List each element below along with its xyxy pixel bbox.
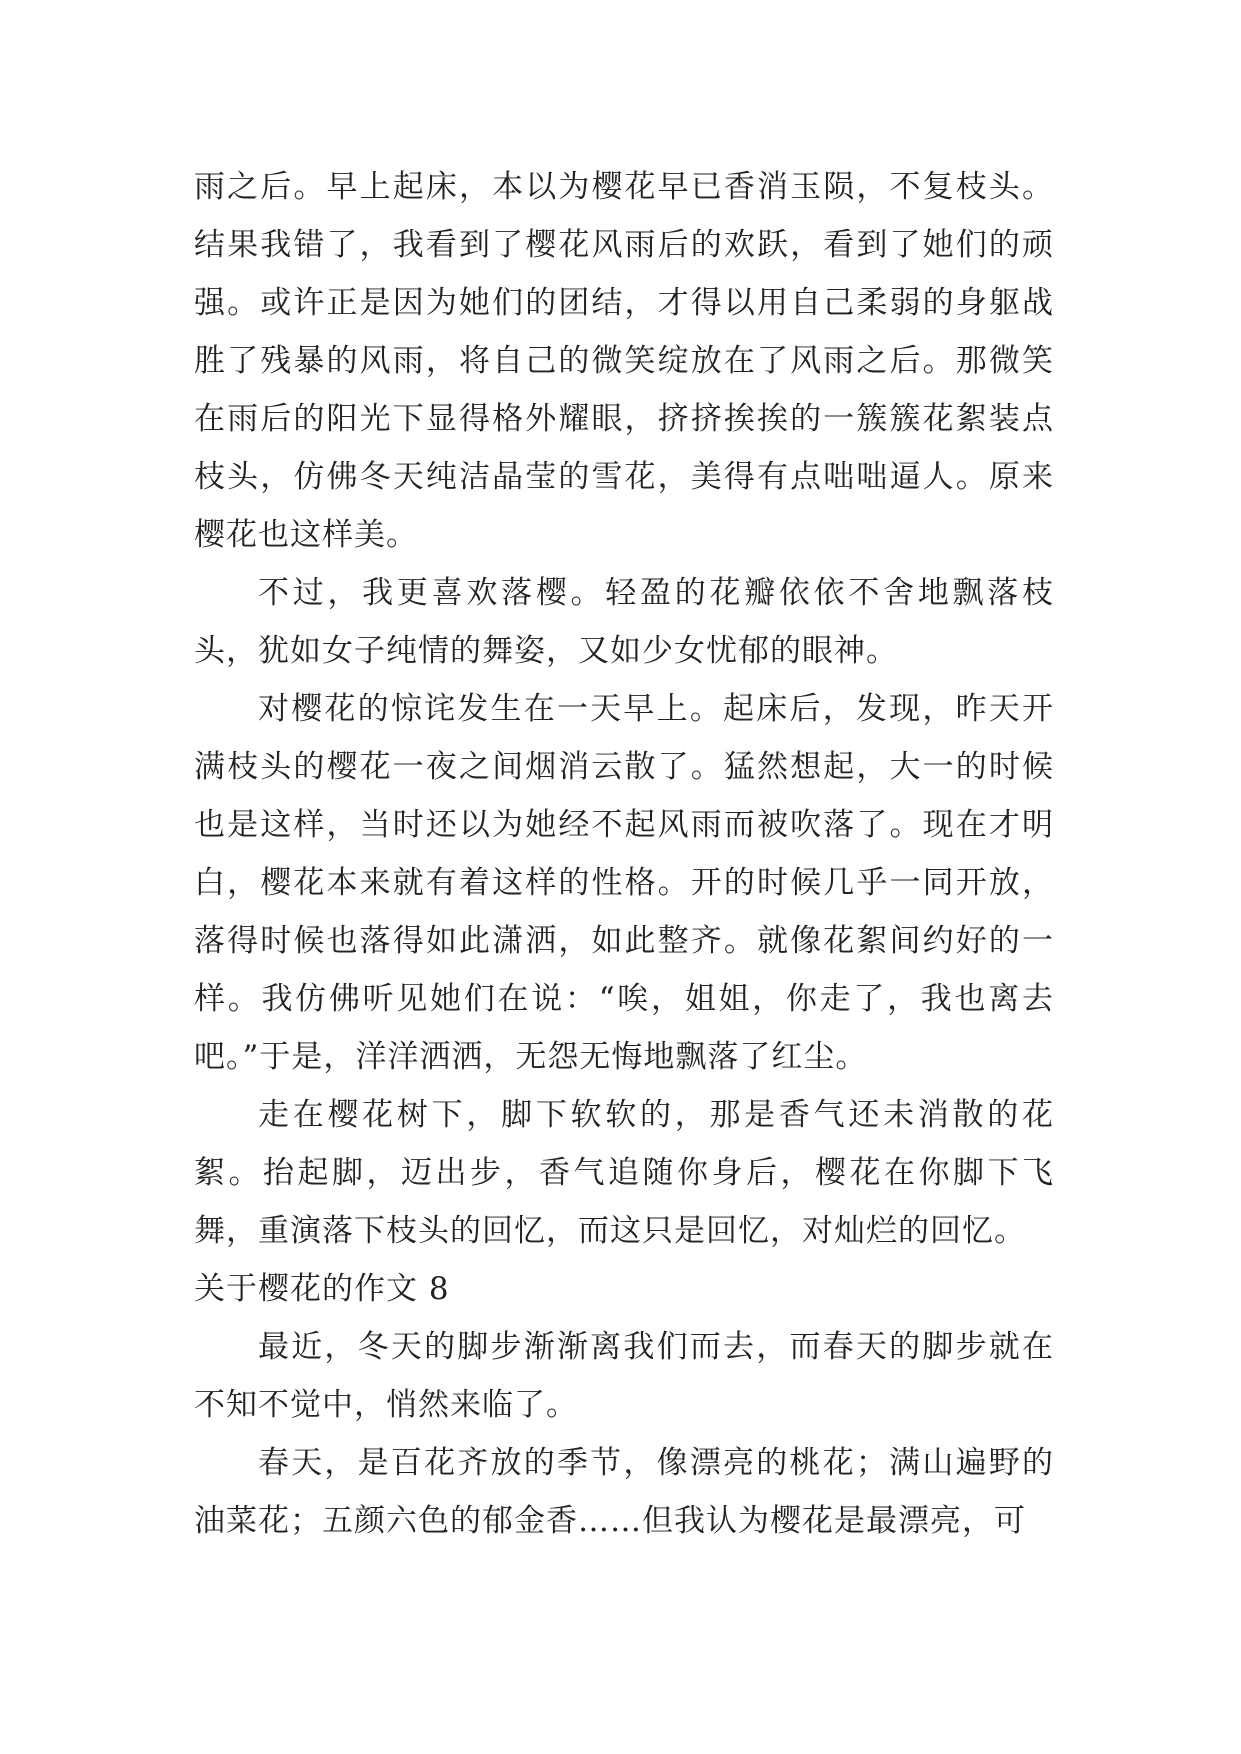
paragraph-1: 雨之后。早上起床，本以为樱花早已香消玉陨，不复枝头。结果我错了，我看到了樱花风雨后的欢跃，看到了她们的顽强。或许正是因为她们的团结，才得以用自己柔弱的身躯战胜了残暴的风雨，将自己的微笑绽放在了风雨之后。那微笑在雨后的阳光下显得格外耀眼，挤挤挨挨的一簇簇花絮装点枝头，仿佛冬天纯洁晶莹的雪花，美得有点咄咄逼人。原来樱花也这样美。 xyxy=(194,169,1054,553)
document-body xyxy=(194,158,1054,1550)
paragraph-4: 走在樱花树下，脚下软软的，那是香气还未消散的花絮。抬起脚，迈出步，香气追随你身后，樱花在你脚下飞舞，重演落下枝头的回忆，而这只是回忆，对灿烂的回忆。 xyxy=(194,1097,1054,1249)
paragraph-3: 对樱花的惊诧发生在一天早上。起床后，发现，昨天开满枝头的樱花一夜之间烟消云散了。猛然想起，大一的时候也是这样，当时还以为她经不起风雨而被吹落了。现在才明白，樱花本来就有着这样的性格。开的时候几乎一同开放，落得时候也落得如此潇洒，如此整齐。就像花絮间约好的一样。我仿佛听见她们在说：“唉，姐姐，你走了，我也离去吧。”于是，洋洋洒洒，无怨无悔地飘落了红尘。 xyxy=(194,691,1054,1075)
paragraph-5: 最近，冬天的脚步渐渐离我们而去，而春天的脚步就在不知不觉中，悄然来临了。 xyxy=(194,1329,1054,1423)
paragraph-2: 不过，我更喜欢落樱。轻盈的花瓣依依不舍地飘落枝头，犹如女子纯情的舞姿，又如少女忧郁的眼神。 xyxy=(194,575,1054,669)
paragraph-6: 春天，是百花齐放的季节，像漂亮的桃花；满山遍野的油菜花；五颜六色的郁金香……但我认为樱花是最漂亮，可 xyxy=(194,1445,1054,1539)
section-heading: 关于樱花的作文 8 xyxy=(194,1271,450,1307)
